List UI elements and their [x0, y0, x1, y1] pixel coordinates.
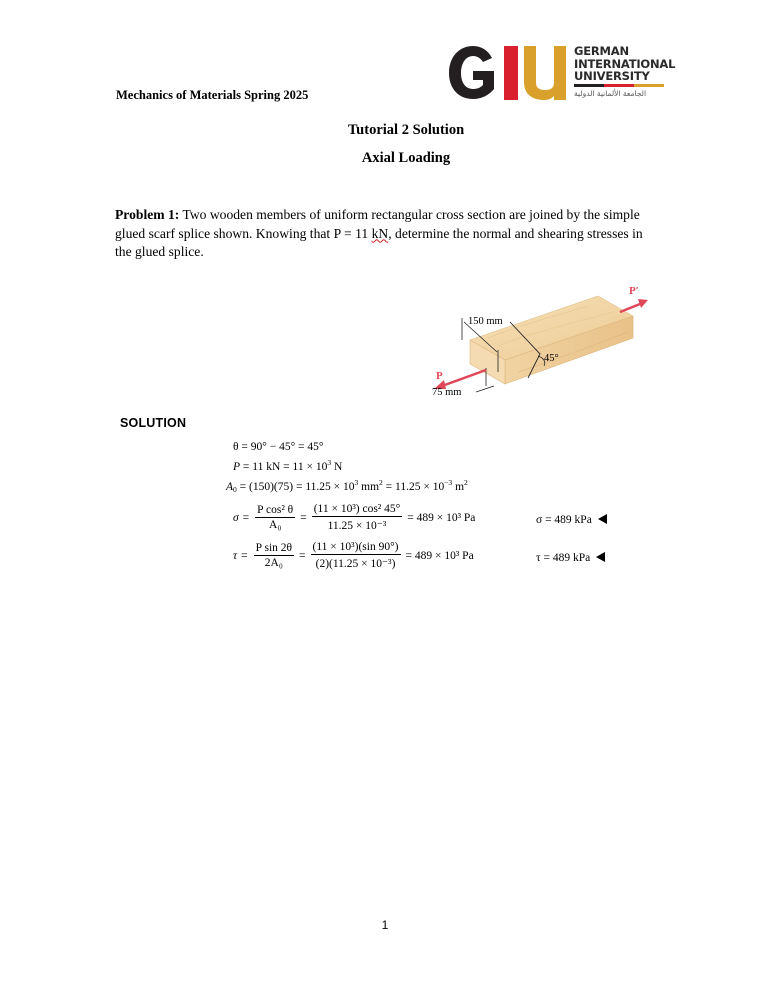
spellcheck-flagged-unit: kN — [371, 225, 389, 241]
tau-symbol: τ — [233, 549, 238, 562]
equation-shear-stress — [233, 541, 474, 570]
tau-numeric-fraction — [311, 541, 401, 570]
logo-letter-u — [524, 46, 566, 100]
equals-sign: = — [241, 549, 248, 562]
area-value-m: = 11.25 × 10 — [382, 481, 445, 493]
equation-area — [226, 478, 468, 494]
logo-line-international: INTERNATIONAL — [574, 56, 676, 71]
giu-logo — [446, 42, 682, 104]
logo-flag-bars — [574, 84, 664, 87]
equation-load — [233, 458, 343, 473]
sigma-frac2-numerator: (11 × 10³) cos² 45° — [313, 503, 401, 515]
load-exponent: 3 — [327, 458, 332, 467]
logo-bar-gold — [634, 84, 664, 87]
theta-equation-text: θ = 90° − 45° = 45° — [233, 441, 324, 453]
equation-normal-stress — [233, 503, 475, 532]
load-value: = 11 kN = 11 × 10 — [240, 461, 328, 473]
course-title: Mechanics of Materials Spring 2025 — [116, 88, 309, 102]
area-exponent-mm: 3 — [354, 478, 359, 487]
tau-frac1-numerator: P sin 2θ — [255, 542, 293, 554]
area-unit-m: m — [452, 481, 465, 493]
wooden-member-diagram — [428, 282, 650, 400]
problem-statement — [115, 206, 660, 262]
equals-sign: = — [299, 549, 306, 562]
area-unit-exponent-mm: 2 — [379, 478, 383, 487]
load-label-p: P — [436, 370, 443, 382]
sigma-frac1-denominator: A₀ — [269, 519, 282, 531]
sigma-frac1-numerator: P cos² θ — [257, 504, 294, 516]
document-title: Tutorial 2 Solution — [347, 122, 465, 138]
tau-frac2-numerator: (11 × 10³)(sin 90°) — [312, 541, 399, 553]
sigma-symbol: σ — [233, 511, 239, 524]
equation-theta — [233, 441, 324, 453]
sigma-symbolic-fraction — [255, 504, 295, 531]
logo-arabic-name: الجامعة الألمانية الدولية — [574, 89, 647, 98]
area-symbol: A — [226, 481, 234, 493]
logo-line-university: UNIVERSITY — [574, 69, 650, 83]
area-subscript: 0 — [233, 485, 237, 494]
sigma-numeric-fraction — [312, 503, 403, 532]
answer-marker-icon — [598, 514, 607, 524]
tau-result: = 489 × 10³ Pa — [405, 549, 474, 562]
tau-symbolic-fraction — [254, 542, 294, 569]
load-symbol: P — [233, 461, 241, 473]
logo-bar-red — [604, 84, 634, 87]
load-label-p-prime: P′ — [629, 285, 639, 297]
solution-heading: SOLUTION — [120, 416, 187, 430]
sigma-frac2-denominator: 11.25 × 10⁻³ — [327, 520, 387, 532]
tau-answer-text: τ = 489 kPa — [536, 552, 591, 564]
problem-text-after: , determine the normal and shearing stresses in the glued splice. — [115, 225, 643, 259]
page-number: 1 — [381, 918, 389, 932]
logo-line-german: GERMAN — [574, 44, 629, 58]
angle-label: 45° — [544, 353, 559, 364]
equals-sign: = — [300, 511, 307, 524]
load-unit: N — [331, 461, 343, 473]
logo-letter-g — [446, 44, 498, 100]
sigma-result: = 489 × 10³ Pa — [407, 511, 476, 524]
logo-letter-i — [504, 46, 518, 100]
scarf-splice-figure — [428, 282, 650, 400]
area-value-mm: = (150)(75) = 11.25 × 10 — [236, 481, 355, 493]
dimension-label-width: 150 mm — [468, 316, 503, 327]
problem-text-before: Two wooden members of uniform rectangular cross section are joined by the simple glued scarf splice shown. Knowing that P = 11 — [115, 207, 640, 241]
logo-bar-black — [574, 84, 604, 87]
area-unit-mm: mm — [358, 481, 380, 493]
answer-shear-stress — [536, 552, 605, 564]
answer-marker-icon — [596, 552, 605, 562]
problem-label: Problem 1: — [115, 207, 180, 222]
logo-university-name — [574, 45, 675, 83]
equals-sign: = — [242, 511, 250, 524]
tau-frac1-denominator: 2A₀ — [264, 557, 283, 569]
area-exponent-m: −3 — [444, 478, 453, 487]
document-subtitle: Axial Loading — [361, 150, 451, 166]
area-unit-exponent-m: 2 — [464, 478, 468, 487]
dimension-label-height: 75 mm — [432, 387, 462, 398]
sigma-answer-text: σ = 489 kPa — [536, 514, 592, 526]
answer-normal-stress — [536, 514, 607, 526]
tau-frac2-denominator: (2)(11.25 × 10⁻³) — [315, 558, 396, 570]
